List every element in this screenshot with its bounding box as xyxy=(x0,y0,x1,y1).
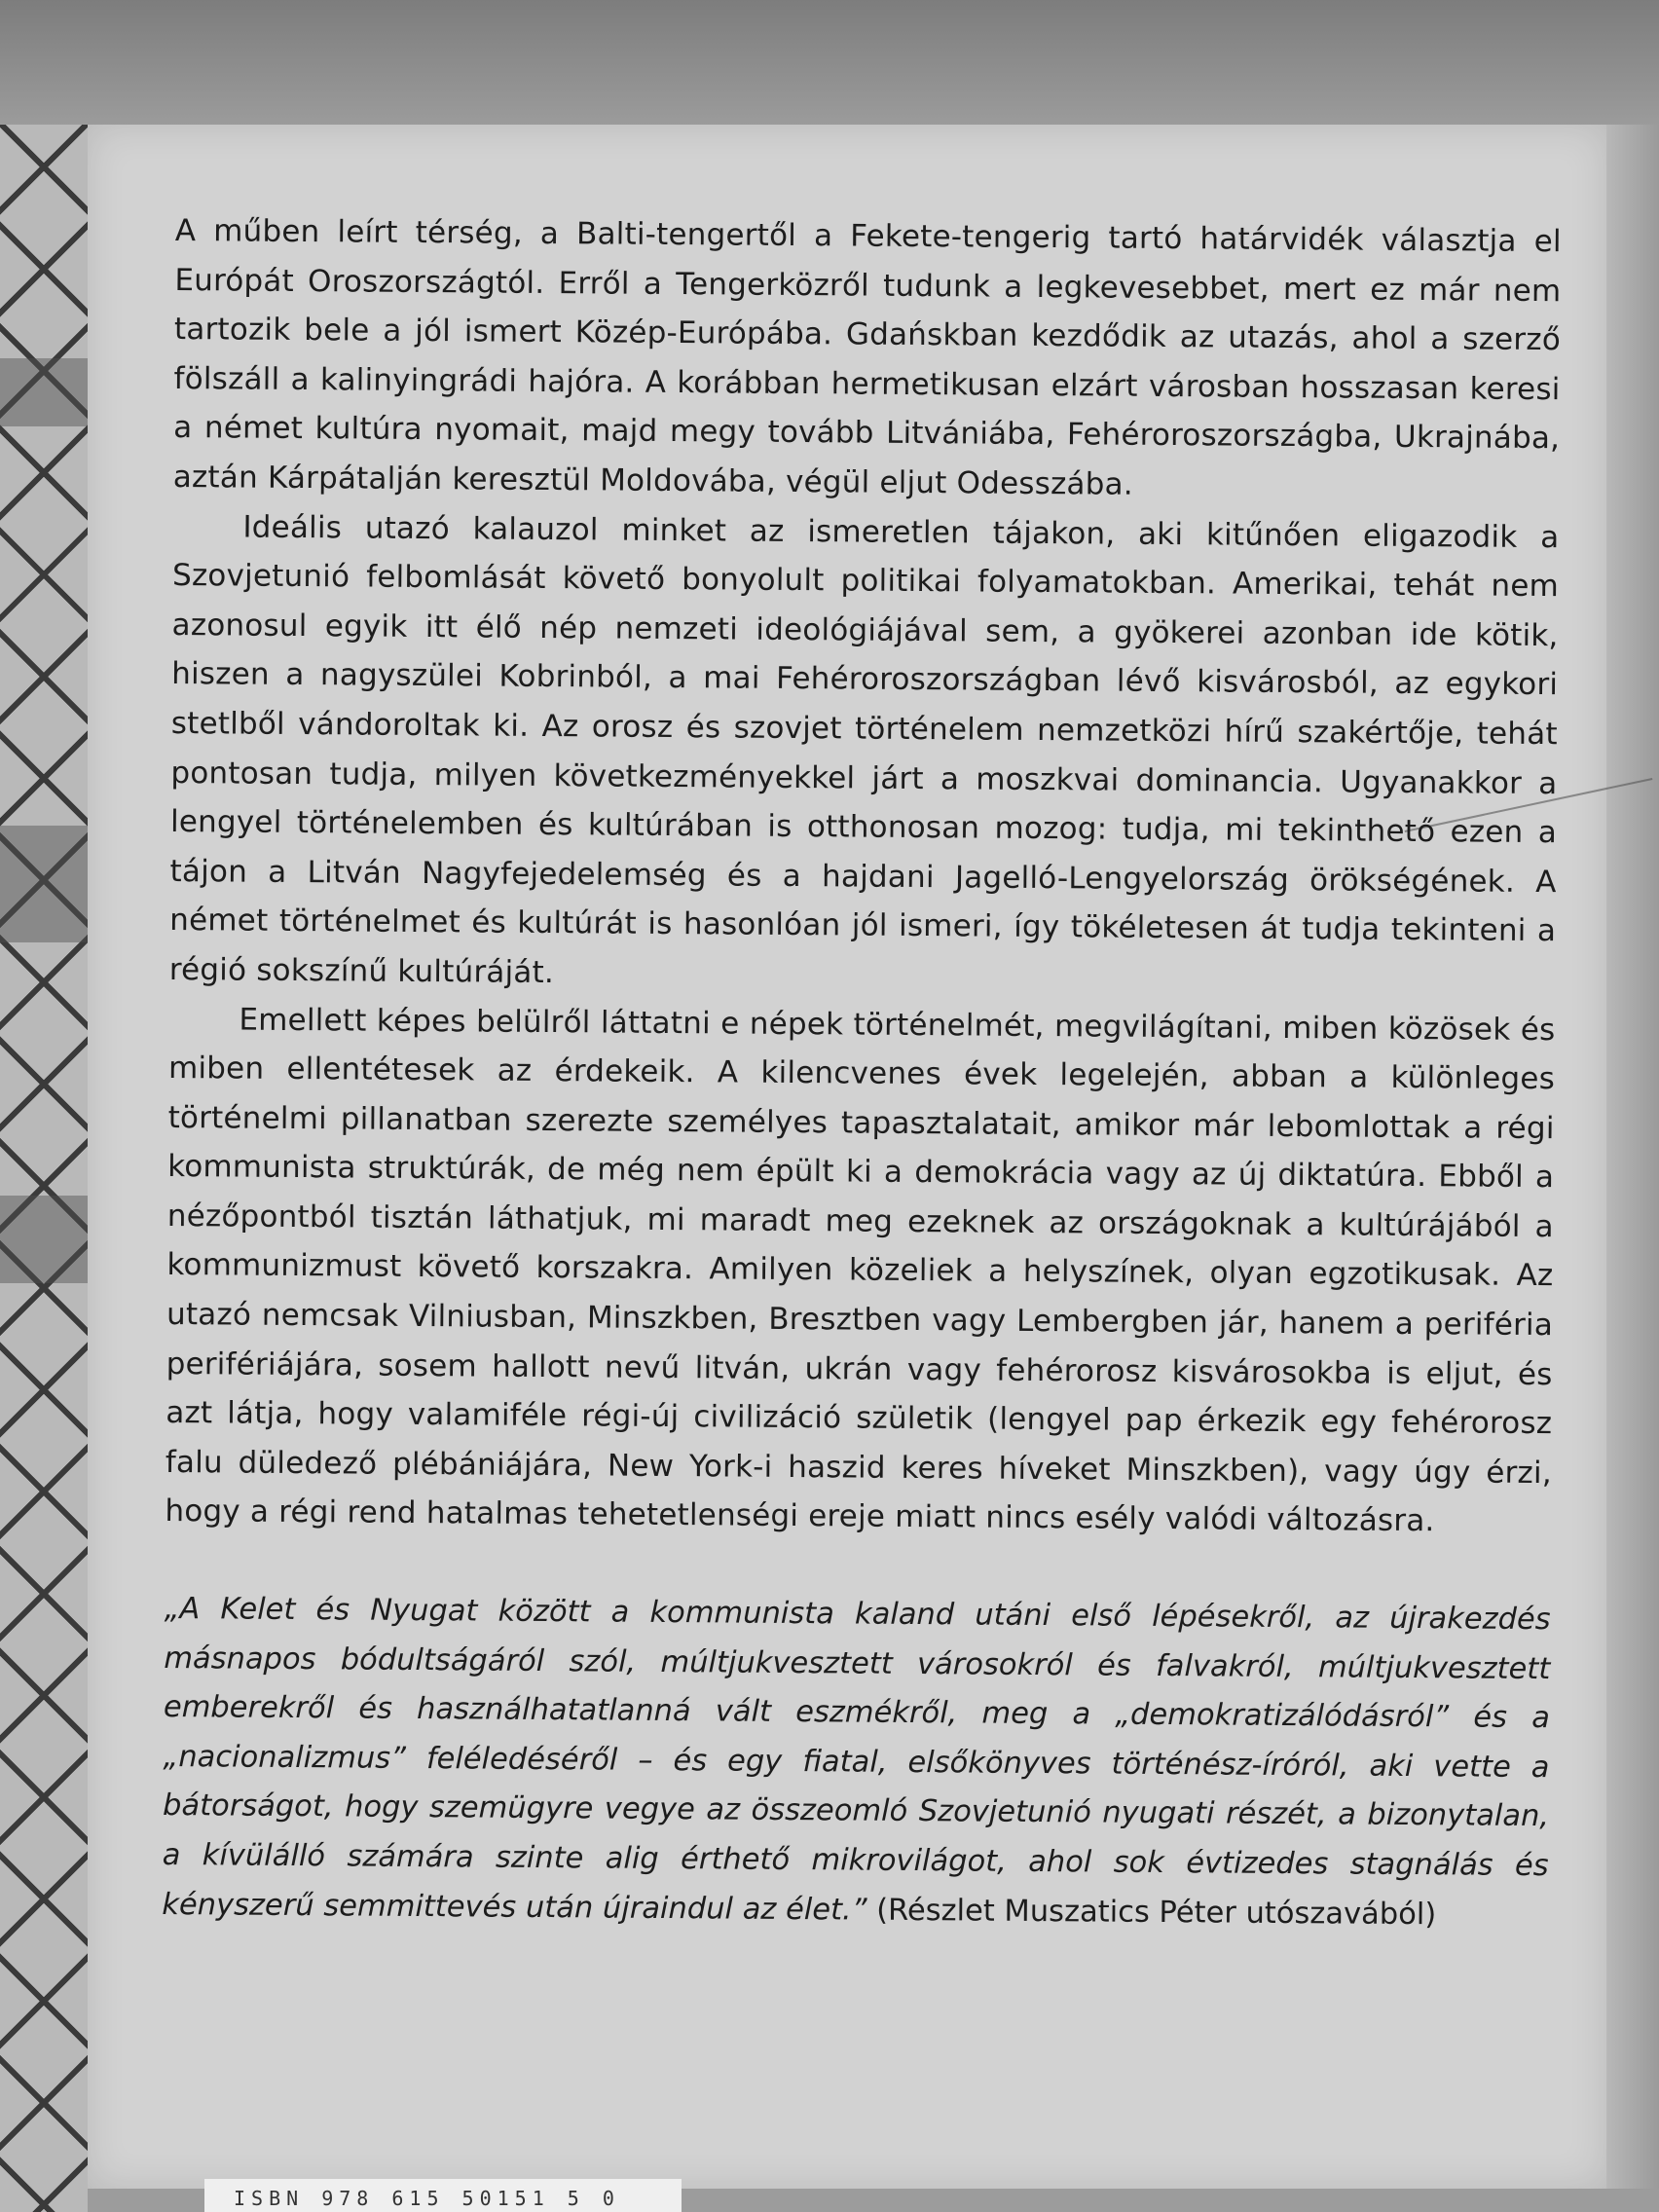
fence-shadow-band xyxy=(0,826,88,942)
review-quote xyxy=(162,1585,1551,1940)
blurb-text-block xyxy=(162,206,1562,1940)
cover-right-edge xyxy=(1606,125,1659,2212)
blurb-paragraph-3: Emellett képes belülről láttatni e népek történelmét, megvilágítani, miben közösek és miben ellentétesek az érdekeik. A kilencvenes évek legelején, abban a különleges történelmi pillanatban szerezte személyes tapasztalatait, amikor már lebomlottak a régi kommunista struktúrák, de még nem épült ki a demokrácia vagy az új diktatúra. Ebből a nézőpontból tisztán láthatjuk, mi maradt meg ezeknek az országoknak a kultúrájából a kommunizmust követő korszakra. Amilyen közeliek a helyszínek, olyan egzotikusak. Az utazó nemcsak Vilniusban, Minszkben, Bresztben vagy Lembergben jár, hanem a periféria perifériájára, sosem hallott nevű litván, ukrán vagy fehérorosz kisvárosokba is eljut, és azt látja, hogy valamiféle régi-új civilizáció születik (lengyel pap érkezik egy fehérorosz falu düledező plébániájára, New York-i haszid keres híveket Minszkben), vagy úgy érzi, hogy a régi rend hatalmas tehetetlenségi ereje miatt nincs esély valódi változásra. xyxy=(165,1002,1556,1539)
fence-shadow-band xyxy=(0,358,88,426)
fence-photo-edge xyxy=(0,125,88,2212)
background-top-strip xyxy=(0,0,1659,125)
blurb-paragraph-2: Ideális utazó kalauzol minket az ismeretlen tájakon, aki kitűnően eligazodik a Szovjetunió felbomlását követő bonyolult politikai folyamatokban. Amerikai, tehát nem azonosul egyik itt élő nép nemzeti ideológiájával sem, a gyökerei azonban ide kötik, hiszen a nagyszülei Kobrinból, a mai Fehéroroszországban lévő kisvárosból, az egykori stetlből vándoroltak ki. Az orosz és szovjet történelem nemzetközi hírű szakértője, tehát pontosan tudja, milyen következményekkel járt a moszkvai dominancia. Ugyanakkor a lengyel történelemben és kultúrában is otthonosan mozog: tudja, mi tekinthető ezen a tájon a Litván Nagyfejedelemség és a hajdani Jagelló-Lengyelország örökségének. A német történelmet és kultúrát is hasonlóan jól ismeri, így tökéletesen át tudja tekinteni a régió sokszínű kultúráját. xyxy=(168,509,1560,990)
isbn-label: ISBN 978 615 50151 5 0 xyxy=(204,2179,682,2212)
fence-shadow-band xyxy=(0,1196,88,1283)
review-quote-text: „A Kelet és Nyugat között a kommunista kaland utáni első lépésekről, az újrakezdés másnapos bódultságáról szól, múltjukvesztett városokról és falvakról, múltjukvesztett emberekről és használhatatlanná vált eszmékről, meg a „demokratizálódásról” és a „nacionalizmus” feléledéséről – és egy fiatal, elsőkönyves történész-íróról, aki vette a bátorságot, hogy szemügyre vegye az összeomló Szovjetunió nyugati részét, a bizonytalan, a kívülálló számára szinte alig érthető mikrovilágot, ahol sok évtizedes stagnálás és kényszerű semmittevés után újraindul az élet.” xyxy=(162,1591,1551,1928)
review-quote-attribution: (Részlet Muszatics Péter utószavából) xyxy=(876,1893,1437,1932)
blurb-paragraph-1: A műben leírt térség, a Balti-tengertől a Fekete-tengerig tartó határvidék választja el Európát Oroszországtól. Erről a Tengerközről tudunk a legkevesebbet, mert ez már nem tartozik bele a jól ismert Közép-Európába. Gdańskban kezdődik az utazás, ahol a szerző fölszáll a kalinyingrádi hajóra. A korábban hermetikusan elzárt városban hosszasan keresi a német kultúra nyomait, majd megy tovább Litvániába, Fehéroroszországba, Ukrajnába, aztán Kárpátalján keresztül Moldovába, végül eljut Odesszába. xyxy=(172,212,1562,502)
